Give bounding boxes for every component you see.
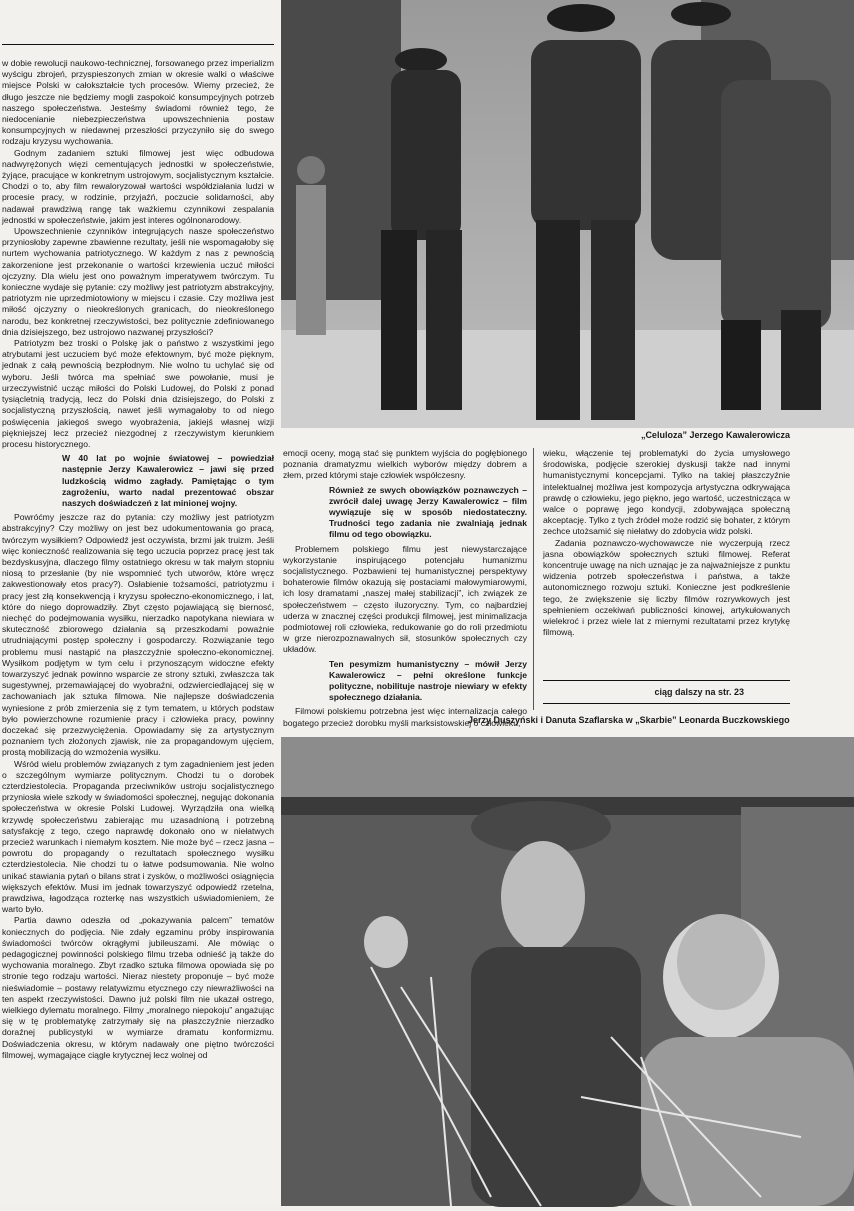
skarb-photo-image <box>281 737 854 1206</box>
left-paragraph-3: Upowszechnienie czynników integrujących nasze społeczeństwo przyniosłoby zapewne zbawienne rezultaty, jeśli nie wspomagałoby się nurtem wychowania patriotycznego. W każdym z nas z pewnością zakorzenione jest przekonanie o wartości krzewienia uczuć miłości ojczyzny. Dla wielu jest ono poważnym imperatywem twórczym. Tu konieczne wydaje się pytanie: czy możliwy jest patriotyzm abstrakcyjny, patriotyzm nie uprzedmiotowiony w miejscu i czasie. Czy możliwa jest miłość ojczyzny o nieokreślonych granicach, do nieokreślonego narodu, bez konkretnej rzeczywistości, bez politycznie zdefiniowanego dnia dzisiejszego, bez ustrojowo nazwanej przyszłości? <box>2 226 274 337</box>
left-text-column <box>2 44 274 1204</box>
film-still-skarb <box>281 737 854 1206</box>
mid-paragraph-2: Filmowi polskiemu potrzebna jest więc internalizacja całego bogatego przecież dorobku myśli marksistowskiej o człowieku, <box>283 706 527 728</box>
continued-box <box>543 680 790 704</box>
left-paragraph-5: Powróćmy jeszcze raz do pytania: czy możliwy jest patriotyzm abstrakcyjny? Czy możliwy on jest bez udokumentowania go pracą, twórczym wysiłkiem? Odpowiedź jest oczywista, brzmi jak truizm. Jeśli więc konieczność realizowania się tego uczucia poprzez pracę jest tak bezdyskusyjna, dlaczego filmy ostatniego okresu w tak małym stopniu niosą to przesłanie (by nie wspomnieć tych utworów, które wręcz zakwestionowały etos pracy?). Osłabienie tożsamości, patriotyzmu i pracy jest złą konsekwencją i kryzysu społeczno-ekonomicznego, i lat, które do niego doprowadziły. Zbyt często pojawiającą się biernosć, niechęć do podejmowania wysiłku, nierzadko napotykana niewiara w skuteczność zbiorowego działania są przeszkodami poważnie utrudniającymi postęp społeczny i gospodarczy. Rozwiązanie tego problemu musi nastąpić na płaszczyźnie społeczno-ekonomicznej. Wysiłkom podjętym w tym celu i przynoszącym widoczne efekty towarzyszyć jednak powinno wsparcie ze strony sztuki, zwłaszcza tak sugestywnej, przemawiającej do wyobraźni, odzwierciedlającej się w zachowaniach jak sztuka filmowa. Nie najlepsze doświadczenia wyniesione z prób zmierzenia się z tym tematem, u których podstaw było powierzchowne rozumienie pracy i człowieka pracy, powinny doczekać się przezwyciężenia. Opowiadamy się za artystycznym poznaniem tych złożonych zjawisk, nie za propagandowym ujęciem, prostą mobilizacją do wzmożenia wysiłku. <box>2 512 274 758</box>
mid-intro: emocji oceny, mogą stać się punktem wyjścia do pogłębionego poznania dramatyzmu wielkich wyborów między dobrem a złem, przed którymi staje człowiek współczesny. <box>283 448 527 481</box>
mid-lead-quote-2: Ten pesymizm humanistyczny – mówił Jerzy Kawalerowicz – pełni określone funkcje polityczne, nobilituje nastroje niewiary w efekty społecznego działania. <box>329 658 527 703</box>
left-paragraph-6: Wśród wielu problemów związanych z tym zagadnieniem jest jeden o szczególnym wymiarze politycznym. Chodzi tu o dorobek czterdziestolecia. Propaganda przeciwników ustroju socjalistycznego przyniosła wiele szkody w świadomości społecznej, negując dokonania społeczeństwa w okresie Polski Ludowej. Wyrządziła ona wielką krzywdę społeczeństwu zabierając mu uzasadnioną i potrzebną satysfakcję z tego, czego naprawdę dokonało ono w niełatwych przecież warunkach i niemałym kosztem. Nie może być – rzecz jasna – powrotu do propagandy o rezultatach społecznego wysiłku czterdziestolecia. Nie chodzi tu o łatwe podsumowania. Nie wolno unikać stawiania pytań o bilans strat i zysków, o możliwości osiągnięcia większych efektów. Musi im jednak towarzyszyć odpowiedź rzetelna, prawdziwa, łagodząca rozterkę nas wszystkich uświadomieniem, że warto było. <box>2 758 274 915</box>
caption-celuloza: „Celuloza” Jerzego Kawalerowicza <box>640 430 790 440</box>
celuloza-photo-image <box>281 0 854 428</box>
film-still-celuloza <box>281 0 854 428</box>
mid-lead-quote-1: Również ze swych obowiązków poznawczych – zwrócił dalej uwagę Jerzy Kawalerowicz – film wywiązuje się w sposób niedostateczny. Trudności tego zadania nie zwalniają jednak filmu od tego obowiązku. <box>329 484 527 540</box>
middle-text-column <box>283 448 527 728</box>
left-paragraph-4: Patriotyzm bez troski o Polskę jak o państwo z wszystkimi jego atrybutami jest uczuciem być może efektownym, być może pięknym, jednak z całą pewnością bezpłodnym. Nie wolno tu uchylać się od wyboru. Jeśli twórca ma spełniać swe powołanie, musi je urzeczywistnić ucząc miłości do Polski Ludowej, do Polski z ponad tysiącletnią tradycją, lecz do Polski dnia dzisiejszego, do Polski z socjalistyczną przyszłością, nawet jeśli wymagałoby to od niego poświęcenia jakiegoś swego wyobrażenia, jakiejś własnej wizji piękniejszej lecz przecież niezgodnej z rzeczywistym kierunkiem procesu historycznego. <box>2 338 274 449</box>
right-paragraph-2: Zadania poznawczo-wychowawcze nie wyczerpują rzecz jasna obowiązków społecznych sztuki filmowej. Referat koncentruje uwagę na nich uznając je za najważniejsze z punktu widzenia potrzeb społeczeństwa i państwa, a także autonomicznego rozwoju sztuki. Konieczne jest podkreślenie tego, że zwiększenie się liczby filmów rozrywkowych jest spełnieniem oczekiwań publiczności kinowej, artykułowanych wielekroć i przez wiele lat z miernymi rezultatami przez krytykę filmową. <box>543 537 790 638</box>
right-paragraph-1: wieku, włączenie tej problematyki do życia umysłowego środowiska, podjęcie szerokiej dyskusji także nad innymi humanistycznymi koncepcjami. Tylko na takiej płaszczyźnie intelektualnej możliwa jest kompozycja artystyczna odkrywająca prawdę o człowieku, jego piękno, jego wartość, uczestnicząca w walce o poprawę jego kondycji, zdobywająca społeczną akceptację. Tylko z tych źródeł może rodzić się bohater, z którym zechce utożsamić się niełatwy do zdobycia widz polski. <box>543 448 790 537</box>
left-paragraph-7: Partia dawno odeszła od „pokazywania palcem” tematów koniecznych do podjęcia. Nie zdały egzaminu próby inspirowania świadomości twórców okrągłymi jubileuszami. Ale mówiąc o pedagogicznej powinności polskiego filmu trzeba odnieść ją także do wychowania moralnego. Zbyt rzadko sztuka filmowa opowiada się po stronie tego rodzaju wartości. Nieraz niestety proponuje – być może nieświadomie – postawy relatywizmu etycznego czy niewrażliwości na ten aspekt rzeczywistości. Dawno już polski film nie ukazał ostrego, wielkiego dylematu moralnego. Filmy „moralnego niepokoju” angażując się w tę problematykę zatrzymały się na płaszczyźnie nierzadko doraźnej publicystyki w wymiarze dramatu konformizmu. Doświadczenia okresu, w którym nadawały one piętno twórczości filmowej, wymagające ciągle krytycznej lecz wolnej od <box>2 915 274 1060</box>
left-paragraph-2: Godnym zadaniem sztuki filmowej jest więc odbudowa nadwyrężonych więzi cementujących jednostki w społeczeństwie, żyjące, pracujące w konkretnym ustrojowym, socjalistycznym kształcie. Chodzi o to, aby film rewaloryzował wartości współdziałania ludzi w procesie pracy, w rodzinie, przyjaźń, poczucie solidarności, aby nadawał prawdziwą rangę tak ważkiemu czynnikowi zespalania jednostki w społeczeństwie, jakim jest interes ogólnonarodowy. <box>2 147 274 225</box>
caption-skarb: Jerzy Duszyński i Danuta Szaflarska w „Skarbie” Leonarda Buczkowskiego <box>468 715 790 725</box>
left-paragraph-1: w dobie rewolucji naukowo-technicznej, forsowanego przez imperializm wyścigu zbrojeń, przyspieszonych zmian w okresie walki o właściwe miejsce Polski w całokształcie tych procesów. Wiemy przecież, że długo jeszcze nie będziemy mogli zaspokoić konsumpcyjnych potrzeb naszego społeczeństwa. Jesteśmy świadomi również tego, że niedocenianie niebezpieczeństwa upowszechnienia postaw konsumpcyjnych w niedawnej przeszłości przyczyniło się do swego rodzaju kryzysu wychowania. <box>2 58 274 147</box>
top-rule <box>2 44 274 45</box>
mid-paragraph: Problemem polskiego filmu jest niewystarczające wykorzystanie inspirującego potencjału humanizmu socjalistycznego. Pozbawieni tej humanistycznej perspektywy bohaterowie filmów okazują się postaciami małowymiarowymi, ich losy dramatami „naszej małej stabilizacji”, ich związek ze społeczeństwem – często iluzoryczny. Tym, co najbardziej uderza w znacznej części produkcji filmowej, jest minimalizacja podmiotowej roli człowieka, redukowanie go do roli przedmiotu w grze nierozpoznawalnych sił, stosunków społecznych czy układów. <box>283 543 527 655</box>
continued-note: ciąg dalszy na str. 23 <box>654 687 744 697</box>
column-separator <box>533 448 534 710</box>
left-lead-quote: W 40 lat po wojnie światowej – powiedział następnie Jerzy Kawalerowicz – jawi się przed ludzkością widmo zagłady. Pamiętając o tym zagrożeniu, warto nadal prezentować obszar naszych doświadczeń z lat minionej wojny. <box>62 453 274 508</box>
right-text-column <box>543 448 790 708</box>
